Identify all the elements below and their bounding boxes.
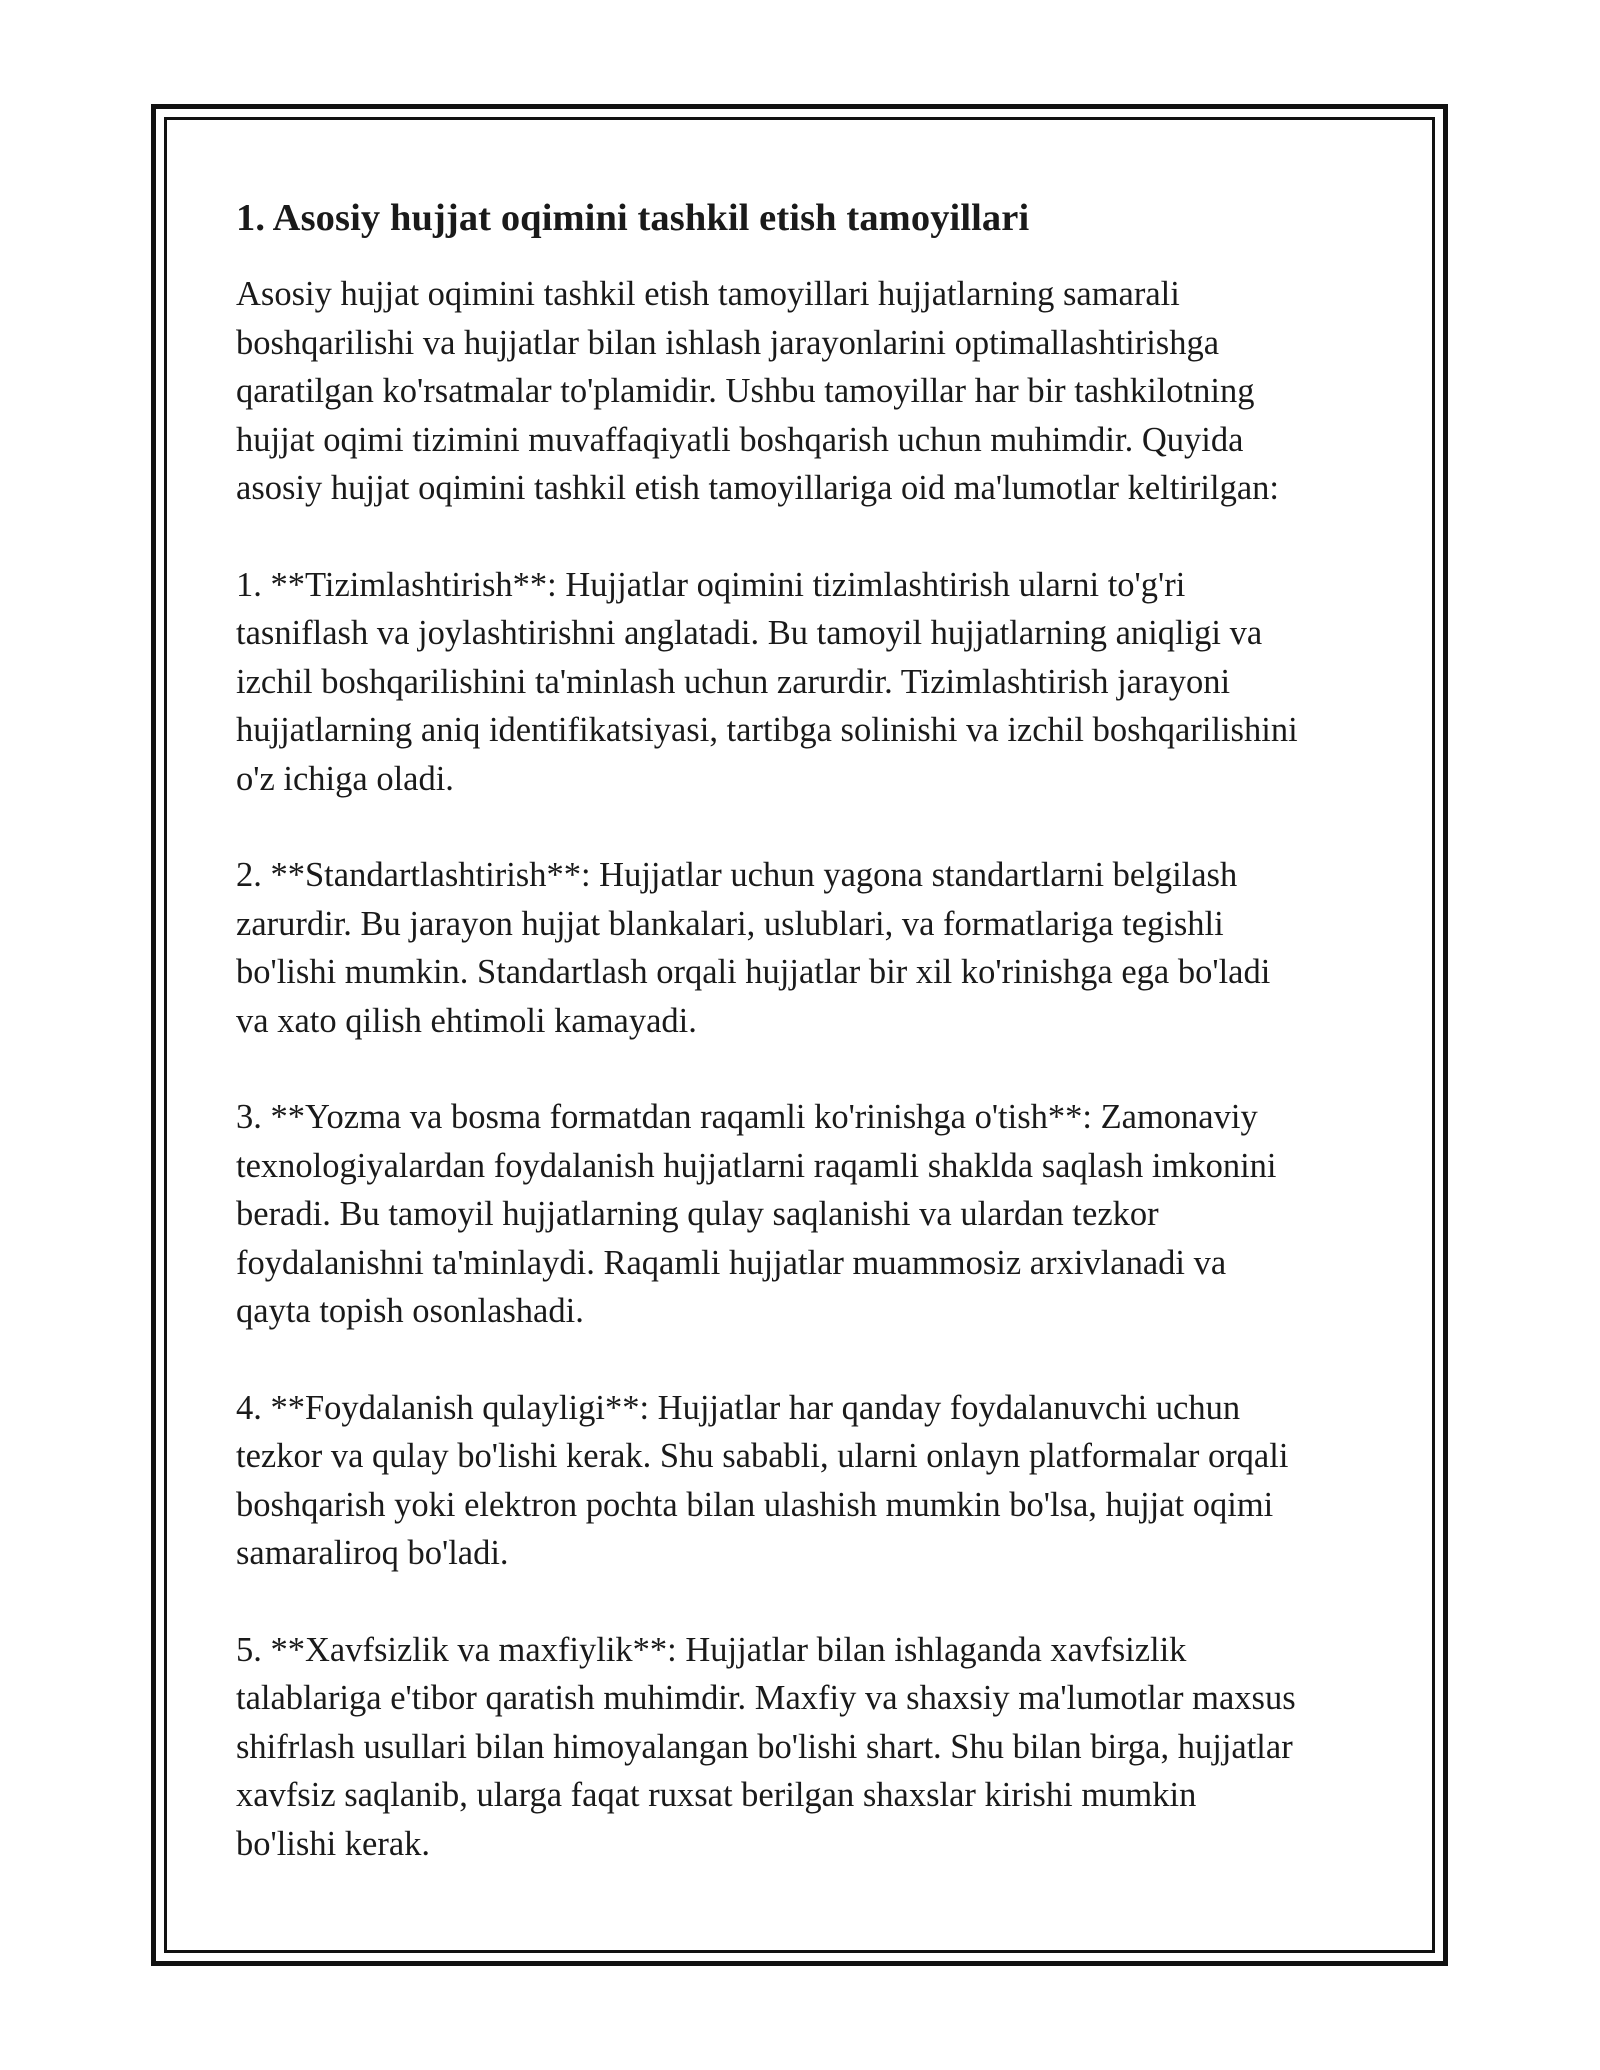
principle-5-paragraph: 5. **Xavfsizlik va maxfiylik**: Hujjatlar bilan ishlaganda xavfsizlik talablariga e'tibor qaratish muhimdir. Maxfiy va shaxsiy ma'lumotlar maxsus shifrlash usullari bilan himoyalangan bo'lishi shart. Shu bilan birga, hujjatlar xavfsiz saqlanib, ularga faqat ruxsat berilgan shaxslar kirishi mumkin bo'lishi kerak. — [236, 1630, 1296, 1863]
principle-3-paragraph: 3. **Yozma va bosma formatdan raqamli ko'rinishga o'tish**: Zamonaviy texnologiyalardan foydalanish hujjatlarni raqamli shaklda saqlash imkonini beradi. Bu tamoyil hujjatlarning qulay saqlanishi va ulardan tezkor foydalanishni ta'minlaydi. Raqamli hujjatlar muammosiz arxivlanadi va qayta topish osonlashadi. — [236, 1098, 1277, 1330]
intro-paragraph: Asosiy hujjat oqimini tashkil etish tamoyillari hujjatlarning samarali boshqarilishi va hujjatlar bilan ishlash jarayonlarini optimallashtirishga qaratilgan ko'rsatmalar to'plamidir. Ushbu tamoyillar har bir tashkilotning hujjat oqimi tizimini muvaffaqiyatli boshqarish uchun muhimdir. Quyida asosiy hujjat oqimini tashkil etish tamoyillariga oid ma'lumotlar keltirilgan: — [236, 275, 1279, 507]
principle-4-paragraph: 4. **Foydalanish qulayligi**: Hujjatlar har qanday foydalanuvchi uchun tezkor va qulay bo'lishi kerak. Shu sababli, ularni onlayn platformalar orqali boshqarish yoki elektron pochta bilan ulashish mumkin bo'lsa, hujjat oqimi samaraliroq bo'ladi. — [236, 1388, 1289, 1572]
section-heading: 1. Asosiy hujjat oqimini tashkil etish tamoyillari — [236, 197, 1030, 239]
principle-2-paragraph: 2. **Standartlashtirish**: Hujjatlar uchun yagona standartlarni belgilash zarurdir. Bu jarayon hujjat blankalari, uslublari, va formatlariga tegishli bo'lishi mumkin. Standartlash orqali hujjatlar bir xil ko'rinishga ega bo'ladi va xato qilish ehtimoli kamayadi. — [236, 856, 1271, 1040]
document-body — [236, 190, 1376, 1916]
principle-1-paragraph: 1. **Tizimlashtirish**: Hujjatlar oqimini tizimlashtirish ularni to'g'ri tasniflash va joylashtirishni anglatadi. Bu tamoyil hujjatlarning aniqligi va izchil boshqarilishini ta'minlash uchun zarurdir. Tizimlashtirish jarayoni hujjatlarning aniq identifikatsiyasi, tartibga solinishi va izchil boshqarilishini o'z ichiga oladi. — [236, 565, 1298, 798]
